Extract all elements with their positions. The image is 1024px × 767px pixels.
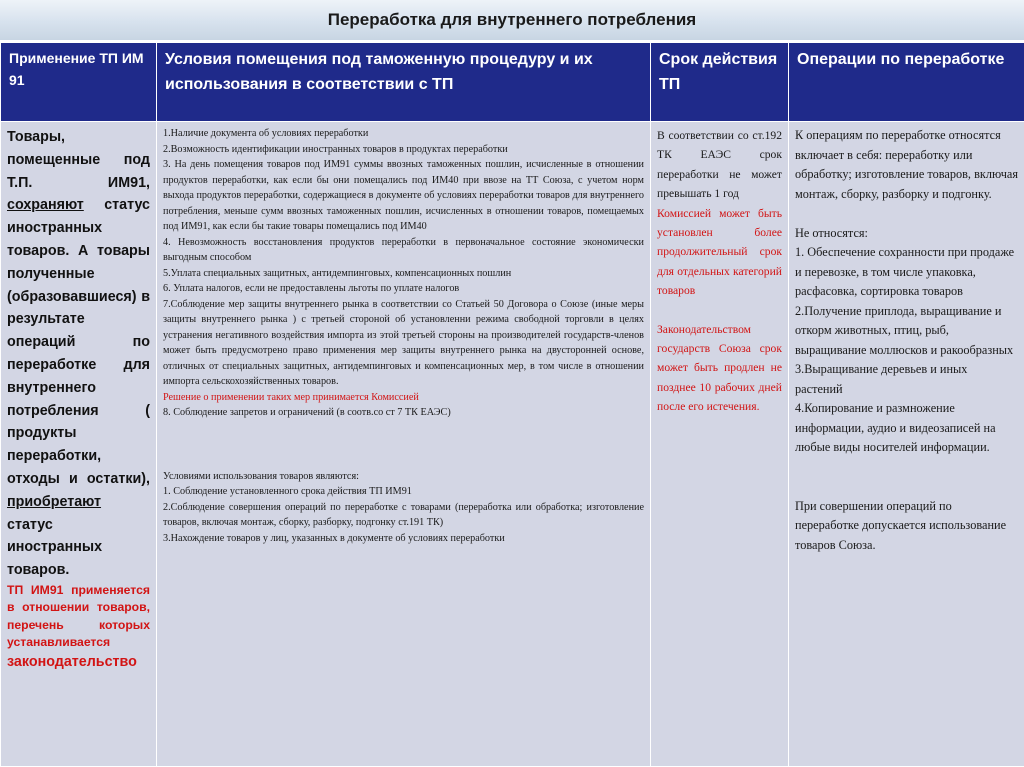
slide-title: Переработка для внутреннего потребления — [0, 0, 1024, 40]
operations-intro: К операциям по переработке относятся включает в себя: переработку или обработку; изготовление товаров, включая монтаж, сборку, разборку и подгонку. — [795, 128, 1019, 201]
operations-item: 2.Получение приплода, выращивание и откорм животных, птиц, рыб, выращивание моллюсков и ракообразных — [795, 303, 1014, 357]
condition-item: 7.Соблюдение мер защиты внутреннего рынка в соответствии со Статьей 50 Договора о Союзе (иные меры защиты внутреннего рынка ) с третьей стороной об установленни режима свободной торговли в целях устранения негативного воздействия импорта из этой третьей стороны на производителей государств-членов может быть предусмотрено право применения мер защиты внутреннего рынка на двусторонней основе, отличных от специальных защитных, антидемпинговых и компенсационных мер, в том числе в отношении импорта сельскохозяйственных товаров. — [163, 298, 644, 387]
condition-item: 1.Наличие документа об условиях переработки — [163, 128, 369, 139]
operations-item: 1. Обеспечение сохранности при продаже и перевозке, в том числе упаковка, расфасовка, сортировка товаров — [795, 245, 1015, 298]
application-text-2: статус иностранных товаров. А товары полученные (образовавшиеся) в результате операций по переработке для внутреннего потребления ( продукты переработки, отходы и остатки), — [7, 197, 150, 487]
operations-item: 4.Копирование и размножение информации, аудио и видеозаписей на любые виды носителей информации. — [795, 401, 996, 454]
operations-item: 3.Выращивание деревьев и иных растений — [795, 362, 968, 396]
application-red-note: ТП ИМ91 применяется в отношении товаров, перечень которых устанавливается — [7, 582, 150, 649]
term-commission-text: Комиссией может быть установлен более продолжительный срок для отдельных категорий товаров — [657, 206, 782, 298]
usage-item: 3.Нахождение товаров у лиц, указанных в документе об условиях переработки — [163, 532, 505, 544]
content-row — [1, 122, 1024, 767]
condition-item: 2.Возможность идентификации иностранных товаров в продуктах переработки — [163, 143, 508, 155]
condition-item: 6. Уплата налогов, если не предоставлены льготы по уплате налогов — [163, 283, 460, 294]
condition-item: 5.Уплата специальных защитных, антидемпинговых, компенсационных пошлин — [163, 267, 512, 279]
application-keyword-retain: сохраняют — [7, 197, 84, 214]
operations-not-included: Не относятся: — [795, 225, 868, 240]
header-col4: Операции по переработке — [789, 43, 1024, 122]
header-col2: Условия помещения под таможенную процедуру и их использования в соответствии с ТП — [157, 43, 651, 122]
conditions-cell — [157, 122, 651, 767]
condition-item: 8. Соблюдение запретов и ограничений (в соотв.со ст 7 ТК ЕАЭС) — [163, 407, 451, 418]
header-col3: Срок действия ТП — [651, 43, 789, 122]
application-cell — [1, 122, 157, 767]
header-row — [1, 43, 1024, 122]
application-text-3: статус иностранных товаров. — [7, 516, 103, 579]
usage-item: 1. Соблюдение установленного срока действия ТП ИМ91 — [163, 486, 412, 497]
application-red-tail: законодательство — [7, 654, 137, 671]
operations-cell — [789, 122, 1024, 767]
usage-title: Условиями использования товаров являются: — [163, 470, 359, 482]
term-cell — [651, 122, 789, 767]
term-extension-text: Законодательством государств Союза срок может быть продлен не позднее 10 рабочих дней после его истечения. — [657, 322, 782, 414]
application-text-1: Товары, помещенные под Т.П. ИМ91, — [7, 129, 150, 191]
usage-item: 2.Соблюдение совершения операций по переработке с товарами (переработка или обработка; изготовление товаров, включая монтаж, сборку, разборку, подгонку ст.191 ТК) — [163, 501, 644, 528]
condition-item: 3. На день помещения товаров под ИМ91 суммы ввозных таможенных пошлин, исчисленные в отношении продуктов переработки, как если бы они помещались под ИМ40 при ввозе на ТТ Союза, с учетом норм выхода продуктов переработки, содержащиеся в документе об условиях переработки товаров для внутреннего потребления, меньше сумм ввозных таможенных пошлин, исчисленных в отношении товаров, помещаемых под ИМ91, как если бы такие товары помещались под ИМ40 — [163, 159, 644, 232]
term-text-1: В соответствии со ст.192 ТК ЕАЭС срок переработки не может превышать 1 год — [657, 129, 782, 201]
procedure-table — [0, 42, 1024, 767]
condition-item: 4. Невозможность восстановления продуктов переработки в первоначальное состояние экономически выгодным способом — [163, 236, 644, 263]
commission-note: Решение о применении таких мер принимается Комиссией — [163, 391, 419, 403]
header-col1: Применение ТП ИМ 91 — [1, 43, 157, 122]
application-keyword-acquire: приобретают — [7, 493, 102, 510]
operations-union-goods: При совершении операций по переработке допускается использование товаров Союза. — [795, 498, 1007, 552]
